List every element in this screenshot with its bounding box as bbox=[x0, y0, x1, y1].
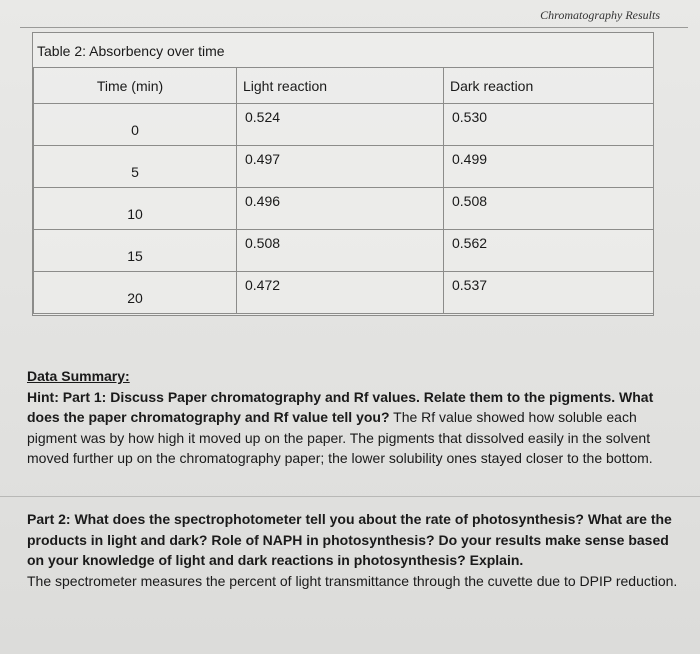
part2-question: Part 2: What does the spectrophotometer tell you about the rate of photosynthesis? What are the products in light and dark? Role of NAPH in photosynthesis? Do your results make sense based on your knowledge of light and dark reactions in photosynthesis? Explain. bbox=[27, 511, 672, 568]
data-grid bbox=[33, 67, 654, 314]
cell-light: 0.508 bbox=[237, 230, 444, 272]
cell-dark: 0.508 bbox=[444, 188, 654, 230]
cell-time: 10 bbox=[34, 188, 237, 230]
table-caption: Table 2: Absorbency over time bbox=[37, 43, 225, 59]
section-divider bbox=[0, 496, 700, 497]
data-summary-body bbox=[27, 387, 687, 469]
cell-time: 15 bbox=[34, 230, 237, 272]
hint-question: Hint: Part 1: Discuss Paper chromatography and Rf values. Relate them to the pigments. What does the paper chromatography and Rf value tell you? bbox=[27, 388, 654, 425]
cell-light: 0.496 bbox=[237, 188, 444, 230]
cell-time: 5 bbox=[34, 146, 237, 188]
part2-section bbox=[27, 509, 687, 591]
column-header-light: Light reaction bbox=[237, 68, 444, 104]
cell-time: 0 bbox=[34, 104, 237, 146]
table-row bbox=[34, 146, 654, 188]
data-summary-section bbox=[27, 366, 687, 469]
header-rule bbox=[20, 27, 688, 28]
column-header-dark: Dark reaction bbox=[444, 68, 654, 104]
table-row bbox=[34, 272, 654, 314]
table-header-row bbox=[34, 68, 654, 104]
table-row bbox=[34, 230, 654, 272]
cell-light: 0.472 bbox=[237, 272, 444, 314]
hint-answer: The Rf value showed how soluble each pigment was by how high it moved up on the paper. The pigments that dissolved easily in the solvent moved further up on the chromatography paper; the lower solubility ones stayed closer to the bottom. bbox=[27, 409, 653, 466]
table-row bbox=[34, 104, 654, 146]
cell-dark: 0.562 bbox=[444, 230, 654, 272]
column-header-time: Time (min) bbox=[34, 68, 237, 104]
header-title: Chromatography Results bbox=[540, 8, 660, 22]
data-summary-title: Data Summary: bbox=[27, 368, 130, 384]
cell-dark: 0.537 bbox=[444, 272, 654, 314]
cell-time: 20 bbox=[34, 272, 237, 314]
cell-light: 0.497 bbox=[237, 146, 444, 188]
cell-dark: 0.530 bbox=[444, 104, 654, 146]
absorbency-table bbox=[32, 32, 654, 316]
table-row bbox=[34, 188, 654, 230]
cell-light: 0.524 bbox=[237, 104, 444, 146]
cell-dark: 0.499 bbox=[444, 146, 654, 188]
part2-answer: The spectrometer measures the percent of light transmittance through the cuvette due to DPIP reduction. bbox=[27, 572, 678, 589]
